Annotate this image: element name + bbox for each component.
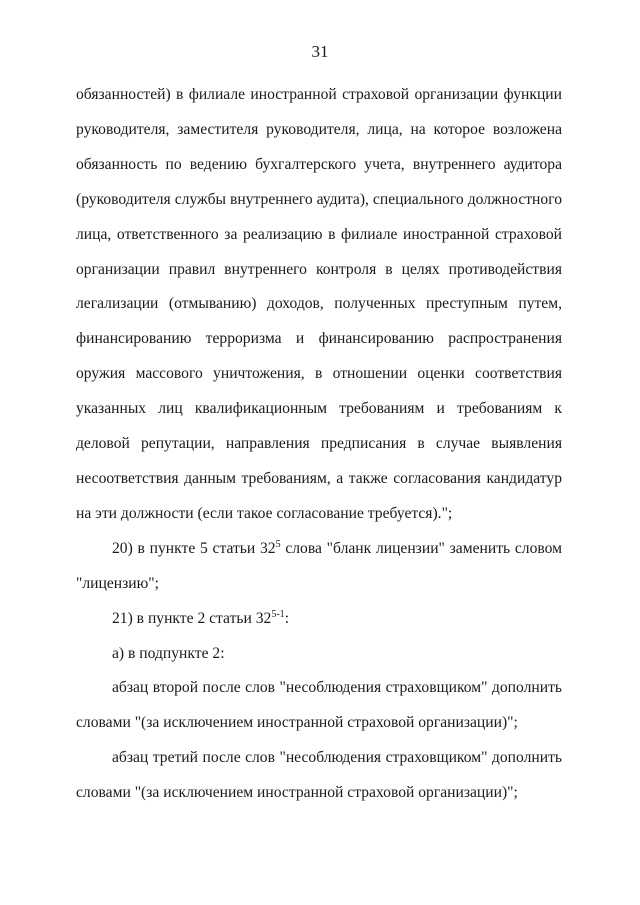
- document-body: [76, 78, 562, 811]
- paragraph-abzac-third: абзац третий после слов "несоблюдения страховщиком" дополнить словами "(за исключением иностранной страховой организации)";: [76, 749, 562, 802]
- paragraph-continuation: обязанностей) в филиале иностранной страховой организации функции руководителя, заместителя руководителя, лица, на которое возложена обязанность по ведению бухгалтерского учета, внутреннего аудитора (руководителя службы внутреннего аудита), специального должностного лица, ответственного за реализацию в филиале иностранной страховой организации правил внутреннего контроля в целях противодействия легализации (отмыванию) доходов, полученных преступным путем, финансированию терроризма и финансированию распространения оружия массового уничтожения, в отношении оценки соответствия указанных лиц квалификационным требованиям и требованиям к деловой репутации, направления предписания в случае выявления несоответствия данным требованиям, а также согласования кандидатур на эти должности (если такое согласование требуется).";: [76, 86, 562, 522]
- item-20-text: 20) в пункте 5 статьи 32: [112, 539, 276, 557]
- item-21-superscript: 5-1: [271, 608, 285, 620]
- paragraph-abzac-second: абзац второй после слов "несоблюдения страховщиком" дополнить словами "(за исключением иностранной страховой организации)";: [76, 679, 562, 732]
- page-number: 31: [311, 42, 329, 61]
- paragraph-subitem-a: а) в подпункте 2:: [112, 644, 225, 662]
- paragraph-item-20: [76, 532, 562, 602]
- item-21-text: 21) в пункте 2 статьи 32: [112, 609, 272, 627]
- item-21-text-rest: :: [284, 609, 290, 627]
- paragraph-item-21: [76, 602, 562, 637]
- item-20-text-rest: слова "бланк лицензии" заменить словом "лицензию";: [76, 539, 563, 592]
- item-20-superscript: 5: [275, 538, 281, 550]
